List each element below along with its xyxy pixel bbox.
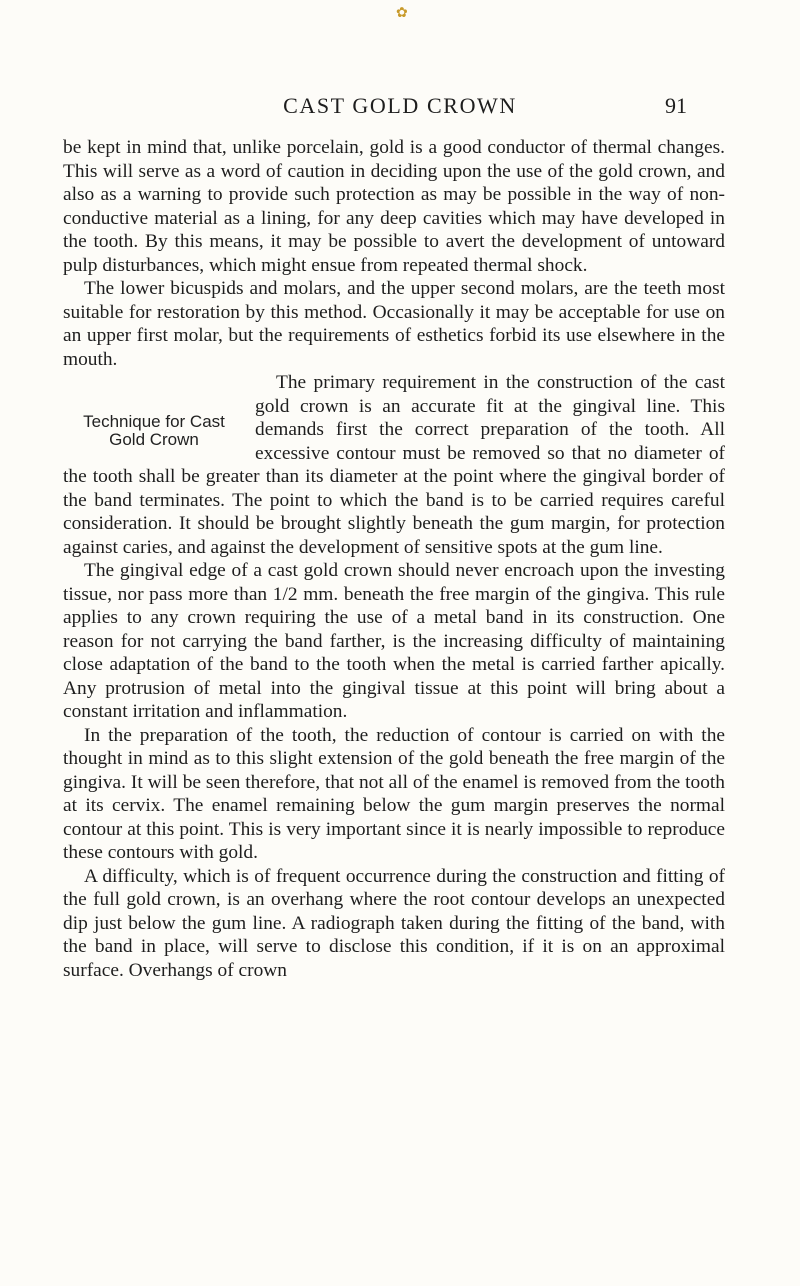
ink-mark: ✿ xyxy=(396,6,408,21)
paragraph-4: The gingival edge of a cast gold crown should never encroach upon the investing tissue, nor pass more than 1/2 mm. beneath the free margin of the gingiva. This rule applies to any crown requiring the use of a metal band in its construction. One reason for not carrying the band farther, is the increasing difficulty of maintaining close adaptation of the band to the tooth when the metal is carried farther apically. Any protrusion of metal into the gingival tissue at this point will bring about a constant irritation and inflammation. xyxy=(63,560,725,722)
paragraph-6: A difficulty, which is of frequent occurrence during the construction and fitting of the full gold crown, is an overhang where the root contour develops an unexpected dip just below the gum line. A radiograph taken during the fitting of the band, with the band in place, will serve to disclose this condition, if it is on an approximal surface. Overhangs of crown xyxy=(63,865,725,981)
paragraph-5: In the preparation of the tooth, the reduction of contour is carried on with the thought in mind as to this slight extension of the gold beneath the free margin of the gingiva. It will be seen therefore, that not all of the enamel is removed from the tooth at its cervix. The enamel remaining below the gum margin preserves the normal contour at this point. This is very important since it is nearly impossible to reproduce these contours with gold. xyxy=(63,724,725,863)
paragraph-3: The primary requirement in the construction of the cast gold crown is an accurate fit at the gingival line. This demands first the correct preparation of the tooth. All excessive contour must be removed so that no diameter of the tooth shall be greater than its diameter at the point where the gingival border of the band terminates. The point to which the band is to be carried requires careful consideration. It should be brought slightly beneath the gum margin, for protection against caries, and against the development of sensitive spots at the gum line. xyxy=(63,372,725,558)
paragraph-1: be kept in mind that, unlike porcelain, gold is a good conductor of thermal changes. This will serve as a word of caution in deciding upon the use of the gold crown, and also as a warning to provide such protection as may be possible in the way of non-conductive material as a lining, for any deep cavities which may have developed in the tooth. By this means, it may be possible to avert the development of untoward pulp disturbances, which might ensue from repeated thermal shock. xyxy=(63,137,725,276)
body-text xyxy=(63,136,725,982)
paragraph-2: The lower bicuspids and molars, and the upper second molars, are the teeth most suitable for restoration by this method. Occasionally it may be acceptable for use on an upper first molar, but the requirements of esthetics forbid its use elsewhere in the mouth. xyxy=(63,278,725,370)
page-number: 91 xyxy=(665,93,687,118)
marginal-note: Technique for Cast Gold Crown xyxy=(83,412,225,449)
page-header xyxy=(0,93,800,123)
running-title: CAST GOLD CROWN xyxy=(283,93,517,118)
